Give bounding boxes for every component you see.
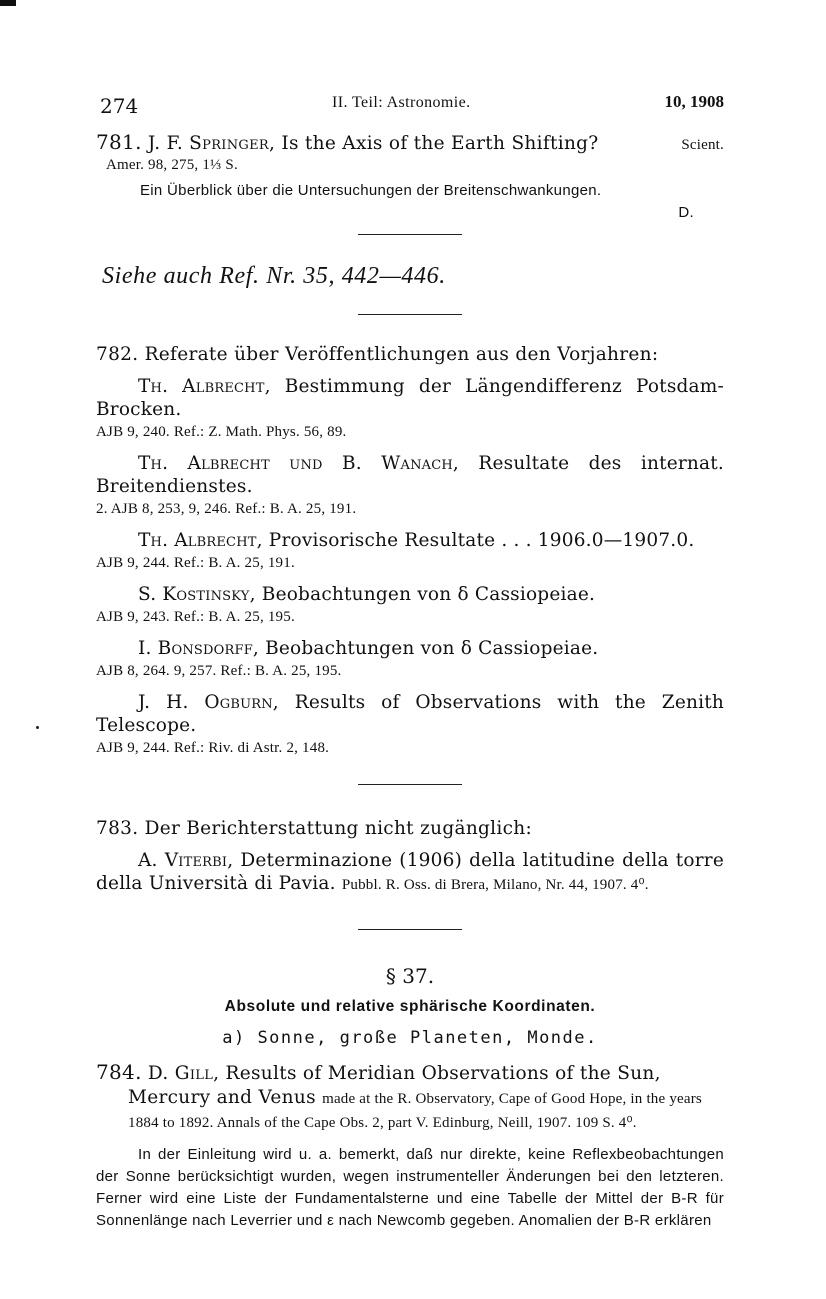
reference-title: Determinazione (1906) della latitudine della torre della Università di Pavia. — [96, 850, 724, 894]
reference-author: A. Viterbi, — [138, 850, 234, 871]
reference-citation: AJB 9, 243. Ref.: B. A. 25, 195. — [96, 609, 295, 625]
reference-title: Resultate des internat. Breitendienstes. — [96, 453, 724, 497]
reference-author: S. Kostinsky, — [138, 584, 256, 605]
reference-title: Bestimmung der Längendifferenz Potsdam-Brocken. — [96, 376, 724, 420]
entry-summary: Ein Überblick über die Untersuchungen der Breitenschwankungen. — [140, 182, 602, 199]
reference-title: Beobachtungen von δ Cassiopeiae. — [265, 638, 599, 659]
entry-author: J. F. Springer, — [147, 133, 276, 154]
entry-number: 781. — [96, 130, 142, 154]
reference-title: Provisorische Resultate . . . 1906.0—1907.0. — [268, 530, 695, 551]
reference-title: Results of Observations with the Zenith Telescope. — [96, 692, 724, 736]
section-heading: Absolute und relative sphärische Koordinaten. — [224, 998, 596, 1015]
entry-title: Is the Axis of the Earth Shifting? — [281, 133, 599, 154]
reference-author: Th. Albrecht und B. Wanach, — [138, 453, 459, 474]
reference-item — [96, 691, 724, 760]
page-number: 274 — [100, 94, 139, 118]
entry-heading: 782. Referate über Veröffentlichungen aus den Vorjahren: — [96, 344, 659, 365]
reference-author: Th. Albrecht, — [138, 376, 271, 397]
reference-author: I. Bonsdorff, — [138, 638, 259, 659]
reference-item — [96, 583, 724, 629]
entry-citation: Amer. 98, 275, 1⅓ S. — [106, 157, 238, 173]
subsection-heading: a) Sonne, große Planeten, Monde. — [222, 1028, 598, 1048]
page-content — [96, 88, 724, 1232]
entry-781 — [96, 130, 724, 224]
entry-summary: In der Einleitung wird u. a. bemerkt, daß nur direkte, keine Reflexbeobachtungen der Sonne berücksichtigt wurden, wegen instrumenteller Änderungen bei den letzteren. Ferner wird eine Liste der Fundamentalsterne und eine Tabelle der Mittel der B-R für Sonnenlänge nach Leverrier und ε nach Newcomb gegeben. Anomalien der B-R erklären — [96, 1146, 724, 1229]
reference-item — [96, 637, 724, 683]
entry-heading: 783. Der Berichterstattung nicht zugänglich: — [96, 818, 533, 839]
reference-citation: AJB 8, 264. 9, 257. Ref.: B. A. 25, 195. — [96, 663, 342, 679]
reference-item — [96, 529, 724, 575]
reviewer-initial: D. — [678, 204, 694, 221]
running-header — [96, 88, 724, 118]
reference-item — [96, 452, 724, 521]
reference-citation: 2. AJB 8, 253, 9, 246. Ref.: B. A. 25, 191. — [96, 501, 357, 517]
reference-item — [96, 375, 724, 444]
entry-783 — [96, 817, 724, 897]
separator-rule — [358, 929, 462, 930]
reference-author: J. H. Ogburn, — [138, 692, 279, 713]
entry-citation: made at the R. Observatory, Cape of Good Hope, in the years 1884 to 1892. Annals of the Cape Obs. 2, part V. Edinburg, Neill, 1907. 109 S. 4⁰. — [128, 1091, 702, 1131]
page-corner-mark — [0, 0, 16, 6]
running-title: II. Teil: Astronomie. — [332, 94, 471, 111]
see-also-reference: Siehe auch Ref. Nr. 35, 442—446. — [102, 263, 446, 289]
entry-782 — [96, 343, 724, 760]
separator-rule — [358, 314, 462, 315]
section-mark: § 37. — [385, 964, 435, 988]
reference-citation: AJB 9, 244. Ref.: B. A. 25, 191. — [96, 555, 295, 571]
separator-rule — [358, 234, 462, 235]
print-speck — [36, 726, 39, 729]
reference-author: Th. Albrecht, — [138, 530, 263, 551]
reference-item — [96, 849, 724, 897]
separator-rule — [358, 784, 462, 785]
reference-citation: AJB 9, 244. Ref.: Riv. di Astr. 2, 148. — [96, 740, 330, 756]
journal-head: Scient. — [681, 137, 724, 153]
issue-label: 10, 1908 — [664, 92, 724, 111]
entry-author: D. Gill, — [147, 1063, 220, 1084]
entry-784 — [96, 1060, 724, 1232]
reference-citation: Pubbl. R. Oss. di Brera, Milano, Nr. 44, 1907. 4⁰. — [341, 877, 649, 893]
entry-number: 784. — [96, 1060, 142, 1084]
reference-title: Beobachtungen von δ Cassiopeiae. — [261, 584, 596, 605]
entry-title: Results of Meridian Observations of the Sun, Mercury and Venus — [128, 1063, 661, 1108]
reference-citation: AJB 9, 240. Ref.: Z. Math. Phys. 56, 89. — [96, 424, 347, 440]
